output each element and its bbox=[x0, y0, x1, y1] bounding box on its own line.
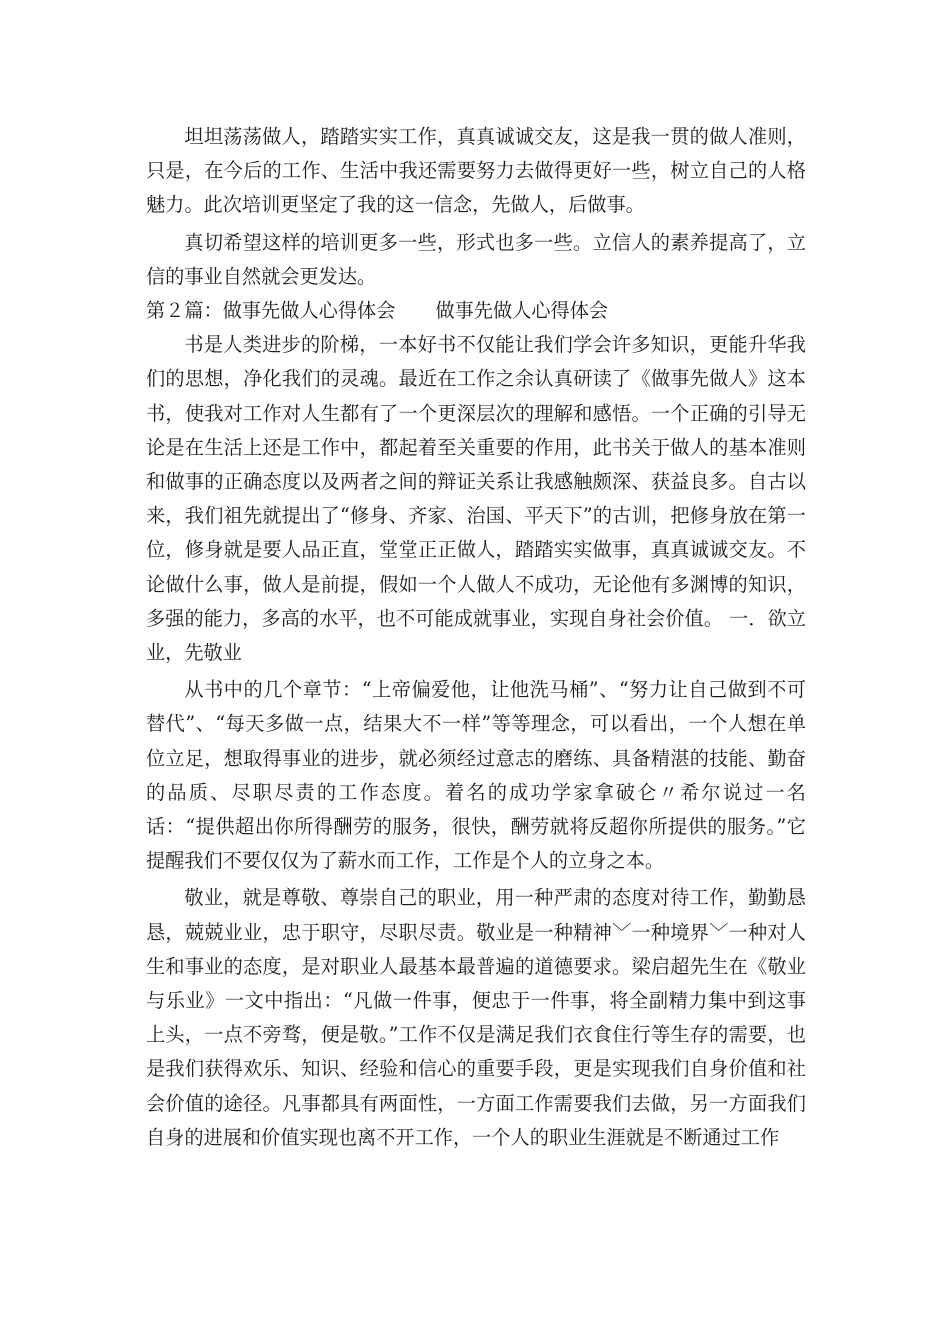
document-page bbox=[146, 120, 806, 1155]
section-heading-subtitle: 做事先做人心得体会 bbox=[435, 299, 609, 323]
paragraph-principle: 坦坦荡荡做人，踏踏实实工作，真真诚诚交友，这是我一贯的做人准则，只是，在今后的工作、生活中我还需要努力去做得更好一些，树立自己的人格魅力。此次培训更坚定了我的这一信念，先做人，后做事。 bbox=[146, 125, 806, 217]
section-heading-label: 第２篇：做事先做人心得体会 bbox=[146, 299, 396, 323]
paragraph-dedication: 敬业，就是尊敬、尊崇自己的职业，用一种严肃的态度对待工作，勤勤恳恳，兢兢业业，忠于职守，尽职尽责。敬业是一种精神﹀一种境界﹀一种对人生和事业的态度，是对职业人最基本最普遍的道德要求。梁启超先生在《敬业与乐业》一文中指出：“凡做一件事，便忠于一件事，将全副精力集中到这事上头，一点不旁骛，便是敬。”工作不仅是满足我们衣食住行等生存的需要，也是我们获得欢乐、知识、经验和信心的重要手段，更是实现我们自身价值和社会价值的途径。凡事都具有两面性，一方面工作需要我们去做，另一方面我们自身的进展和价值实现也离不开工作，一个人的职业生涯就是不断通过工作 bbox=[146, 886, 806, 1149]
paragraph-training-wish: 真切希望这样的培训更多一些，形式也多一些。立信人的素养提高了，立信的事业自然就会更发达。 bbox=[146, 230, 806, 288]
section-heading bbox=[146, 294, 806, 328]
paragraph-book-intro: 书是人类进步的阶梯，一本好书不仅能让我们学会许多知识，更能升华我们的思想，净化我们的灵魂。最近在工作之余认真研读了《做事先做人》这本书，使我对工作对人生都有了一个更深层次的理解和感悟。一个正确的引导无论是在生活上还是工作中，都起着至关重要的作用，此书关于做人的基本准则和做事的正确态度以及两者之间的辩证关系让我感触颇深、获益良多。自古以来，我们祖先就提出了“修身、齐家、治国、平天下”的古训，把修身放在第一位，修身就是要人品正直，堂堂正正做人，踏踏实实做事，真真诚诚交友。不论做什么事，做人是前提，假如一个人做人不成功，无论他有多渊博的知识，多强的能力，多高的水平，也不可能成就事业，实现自身社会价值。 一．欲立业，先敬业 bbox=[146, 333, 806, 665]
paragraph-chapters: 从书中的几个章节：“上帝偏爱他，让他洗马桶”、“努力让自己做到不可替代”、“每天多做一点，结果大不一样”等等理念，可以看出，一个人想在单位立足，想取得事业的进步，就必须经过意志的磨练、具备精湛的技能、勤奋的品质、尽职尽责的工作态度。着名的成功学家拿破仑〃希尔说过一名话：“提供超出你所得酬劳的服务，很快，酬劳就将反超你所提供的服务。”它提醒我们不要仅仅为了薪水而工作，工作是个人的立身之本。 bbox=[146, 678, 806, 873]
